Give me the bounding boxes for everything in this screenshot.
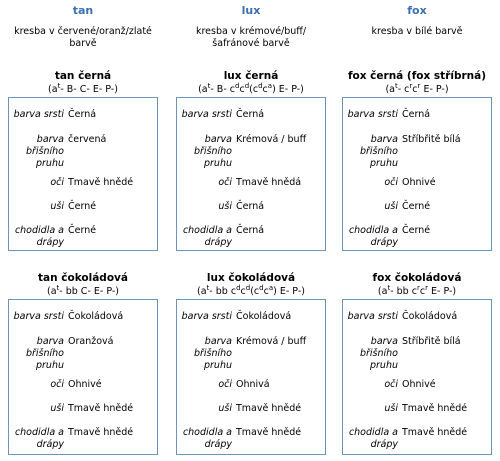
trait-value: Čokoládová (236, 311, 292, 322)
trait-label: oči (50, 177, 64, 188)
trait-label: oči (218, 177, 232, 188)
trait-label: chodidla a drápy (182, 427, 232, 450)
card-box (342, 299, 492, 455)
genotype-superscript: t (394, 81, 398, 90)
card-genotype (342, 283, 492, 297)
card-title: tan černá (54, 70, 112, 82)
trait-label: barva srsti (13, 311, 64, 322)
trait-label: barva srsti (181, 311, 232, 322)
genotype-text: E- P-) (420, 84, 449, 95)
trait-label: chodidla a drápy (14, 225, 64, 248)
genotype-text: c (239, 84, 245, 95)
genotype-text: c (412, 84, 418, 95)
genotype-superscript: t (207, 81, 211, 90)
genotype-superscript: r (416, 283, 420, 292)
card-box (8, 97, 158, 251)
genotype-superscript: d (245, 283, 251, 292)
trait-label: barva srsti (347, 311, 398, 322)
trait-value: Oranžová (68, 336, 114, 347)
genotype-text: - bb c (390, 286, 417, 297)
genotype-superscript: t (206, 283, 210, 292)
trait-value: Černé (402, 201, 431, 212)
trait-value: Černá (236, 201, 265, 212)
genotype-text: - B- C- E- P-) (60, 84, 118, 95)
trait-value: Černé (68, 225, 97, 236)
trait-label: oči (384, 379, 398, 390)
genotype-text: - bb c (209, 286, 237, 297)
genotype-superscript: t (387, 283, 391, 292)
trait-value: Čokoládová (402, 311, 458, 322)
genotype-text: c (240, 286, 246, 297)
genotype-text: (c (250, 286, 260, 297)
card-genotype (8, 81, 158, 95)
trait-label: barva břišního pruhu (25, 336, 64, 371)
column-description-fox: kresba v bílé barvě (371, 26, 463, 37)
trait-value: Krémová / buff (236, 336, 307, 347)
card-box (8, 299, 158, 455)
trait-label: barva břišního pruhu (25, 134, 64, 169)
trait-label: barva břišního pruhu (193, 336, 232, 371)
trait-value: Krémová / buff (236, 134, 307, 145)
genotype-text: c (419, 286, 426, 297)
card-title: lux černá (223, 70, 279, 82)
trait-label: uši (50, 403, 64, 414)
genotype-superscript: t (56, 283, 60, 292)
genotype-text: (a (377, 286, 388, 297)
trait-label: uši (384, 403, 398, 414)
trait-label: uši (218, 201, 232, 212)
trait-label: barva břišního pruhu (359, 134, 398, 169)
trait-label: chodidla a drápy (182, 225, 232, 248)
genotype-superscript: t (57, 81, 61, 90)
trait-value: Černá (402, 109, 431, 120)
genotype-superscript: a (267, 81, 273, 90)
card-title: tan čokoládová (38, 272, 128, 284)
card-genotype (342, 81, 492, 95)
trait-value: Ohnivé (402, 379, 436, 390)
trait-value: Tmavě hnědé (68, 403, 134, 414)
trait-value: Černé (402, 225, 431, 236)
trait-label: barva břišního pruhu (359, 336, 398, 371)
column-description-tan: kresba v červené/oranž/zlaté barvě (14, 26, 152, 49)
trait-value: Čokoládová (68, 311, 124, 322)
trait-value: Černá (236, 225, 265, 236)
genotype-text: - B- c (210, 84, 235, 95)
trait-value: Ohnivá (236, 379, 270, 390)
trait-label: uši (218, 403, 232, 414)
genotype-superscript: r (409, 81, 413, 90)
genotype-superscript: d (244, 81, 250, 90)
genotype-text: (c (249, 84, 259, 95)
trait-value: Tmavě hnědé (236, 403, 302, 414)
trait-label: uši (50, 201, 64, 212)
genotype-text: c (262, 84, 268, 95)
trait-value: červená (68, 134, 107, 145)
trait-label: chodidla a drápy (348, 427, 398, 450)
trait-value: Stříbřitě bílá (402, 336, 461, 347)
genotype-superscript: d (236, 283, 241, 292)
card-title: lux čokoládová (206, 272, 296, 284)
trait-value: Tmavě hnědé (68, 177, 134, 188)
card-genotype (176, 283, 326, 297)
card-title: fox černá (fox stříbrná) (347, 70, 487, 82)
genotype-text: ) E- P-) (272, 84, 304, 95)
genotype-text: - c (397, 84, 410, 95)
trait-value: Tmavě hnědé (68, 427, 134, 438)
trait-label: oči (50, 379, 64, 390)
trait-value: Tmavě hnědá (236, 177, 302, 188)
trait-label: barva srsti (181, 109, 232, 120)
trait-label: chodidla a drápy (348, 225, 398, 248)
column-description-lux: kresba v krémové/buff/ šafránové barvě (195, 26, 307, 49)
trait-label: uši (384, 201, 398, 212)
column-heading-fox: fox (407, 4, 427, 17)
trait-value: Černé (68, 201, 97, 212)
trait-label: chodidla a drápy (14, 427, 64, 450)
genotype-text: c (263, 286, 269, 297)
trait-label: oči (384, 177, 398, 188)
genotype-superscript: a (268, 283, 274, 292)
card-genotype (8, 283, 158, 297)
card-title: fox čokoládová (372, 272, 462, 284)
trait-label: barva břišního pruhu (193, 134, 232, 169)
genotype-text: (a (198, 84, 208, 95)
trait-value: Černá (68, 109, 97, 120)
genotype-text: (a (385, 84, 395, 95)
genotype-text: - bb C- E- P-) (59, 286, 119, 297)
trait-value: Černá (236, 109, 265, 120)
genotype-superscript: d (235, 81, 240, 90)
card-box (176, 97, 326, 251)
trait-value: Stříbřitě bílá (402, 134, 461, 145)
card-box (342, 97, 492, 251)
genotype-text: (a (47, 286, 57, 297)
trait-value: Tmavě hnědé (402, 427, 468, 438)
trait-value: Tmavě hnědé (402, 403, 468, 414)
trait-value: Tmavě hnědé (236, 427, 302, 438)
genotype-superscript: r (417, 81, 421, 90)
trait-value: Ohnivé (68, 379, 102, 390)
genotype-text: ) E- P-) (273, 286, 305, 297)
trait-label: barva srsti (13, 109, 64, 120)
trait-value: Ohnivé (402, 177, 436, 188)
card-box (176, 299, 326, 455)
genotype-text: (a (48, 84, 58, 95)
genotype-superscript: d (258, 81, 263, 90)
genotype-superscript: d (259, 283, 264, 292)
column-heading-tan: tan (72, 4, 94, 17)
column-heading-lux: lux (241, 4, 261, 17)
genotype-text: E- P-) (427, 286, 457, 297)
genotype-superscript: r (425, 283, 428, 292)
genotype-text: (a (197, 286, 207, 297)
trait-label: barva srsti (347, 109, 398, 120)
trait-label: oči (218, 379, 232, 390)
card-genotype (176, 81, 326, 95)
